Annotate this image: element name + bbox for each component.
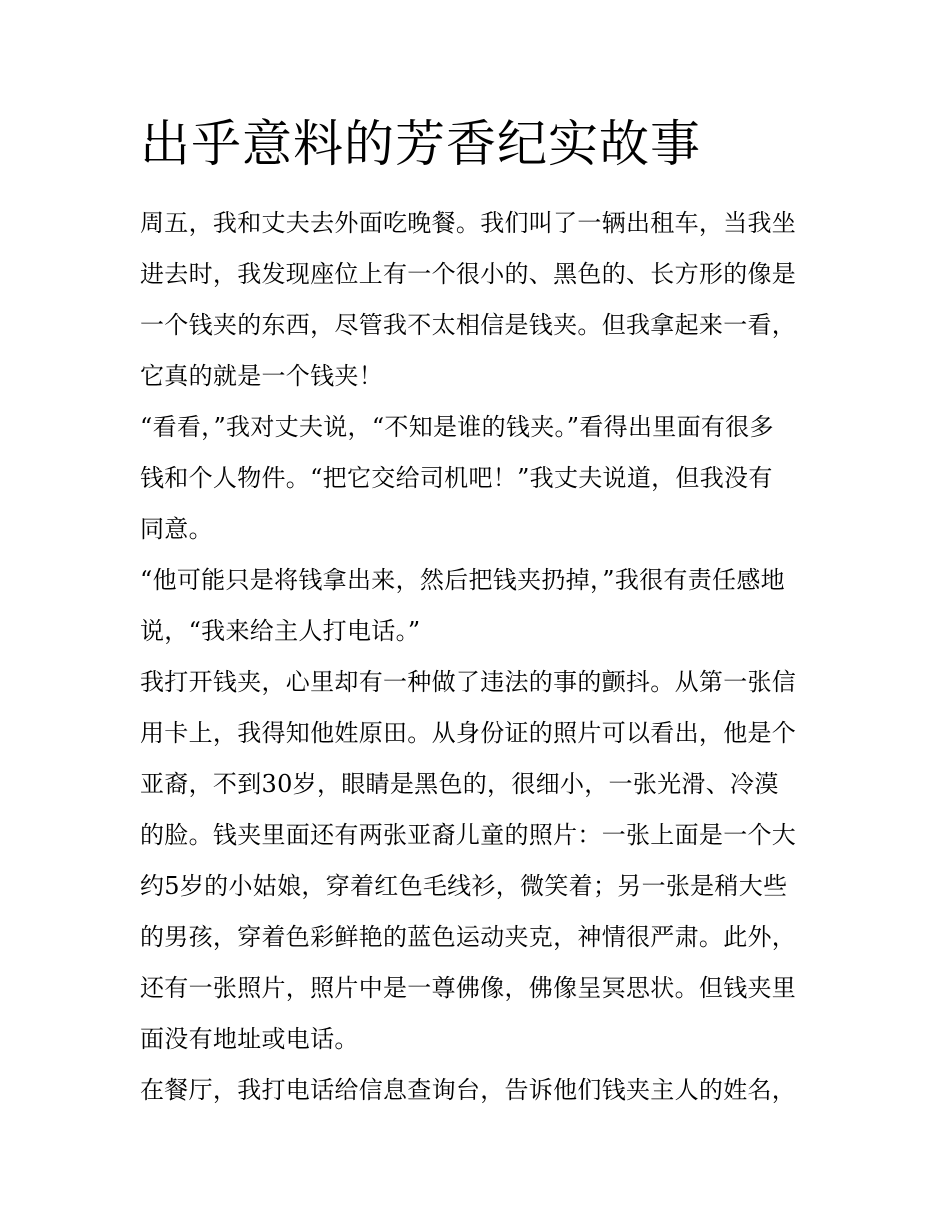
text-line: 一个钱夹的东西，尽管我不太相信是钱夹。但我拿起来一看，: [140, 311, 797, 339]
text-line: 在餐厅，我打电话给信息查询台，告诉他们钱夹主人的姓名，: [140, 1076, 797, 1104]
text-line: 我打开钱夹，心里却有一种做了违法的事的颤抖。从第一张信: [140, 668, 797, 696]
paragraph-3: [140, 555, 820, 657]
text-line: “看看，”我对丈夫说，“不知是谁的钱夹。”看得出里面有很多: [140, 413, 774, 441]
text-line: 用卡上，我得知他姓原田。从身份证的照片可以看出，他是个: [140, 719, 797, 747]
text-line: “他可能只是将钱拿出来，然后把钱夹扔掉，”我很有责任感地: [140, 566, 785, 594]
paragraph-4: [140, 657, 820, 1065]
text-line: 进去时，我发现座位上有一个很小的、黑色的、长方形的像是: [140, 260, 797, 288]
text-line: 的男孩，穿着色彩鲜艳的蓝色运动夹克，神情很严肃。此外，: [140, 923, 797, 951]
text-line: 钱和个人物件。“把它交给司机吧！”我丈夫说道，但我没有: [140, 464, 773, 492]
document-body: [140, 198, 820, 1116]
text-line: 周五，我和丈夫去外面吃晚餐。我们叫了一辆出租车，当我坐: [140, 209, 797, 237]
text-line: 说，“我来给主人打电话。”: [140, 617, 421, 645]
paragraph-2: [140, 402, 820, 555]
text-line: 还有一张照片，照片中是一尊佛像，佛像呈冥思状。但钱夹里: [140, 974, 797, 1002]
document-title: 出乎意料的芳香纪实故事: [140, 115, 701, 173]
text-line: 亚裔，不到30岁，眼睛是黑色的，很细小，一张光滑、冷漠: [140, 770, 779, 798]
text-line: 同意。: [140, 515, 213, 543]
text-line: 约5岁的小姑娘，穿着红色毛线衫，微笑着；另一张是稍大些: [140, 872, 788, 900]
text-line: 它真的就是一个钱夹！: [140, 362, 383, 390]
paragraph-1: [140, 198, 820, 402]
text-line: 的脸。钱夹里面还有两张亚裔儿童的照片：一张上面是一个大: [140, 821, 797, 849]
text-line: 面没有地址或电话。: [140, 1025, 359, 1053]
paragraph-5: [140, 1065, 820, 1116]
